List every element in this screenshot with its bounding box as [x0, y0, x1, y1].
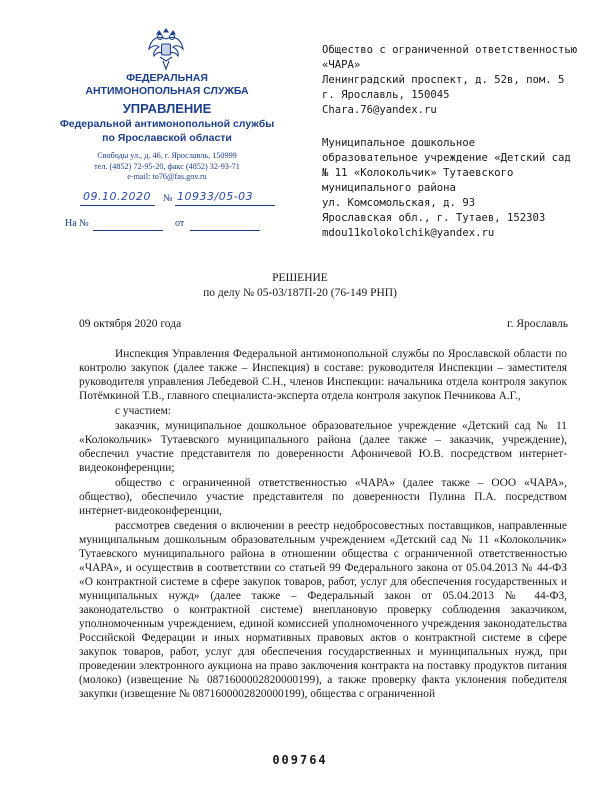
decision-city: г. Ярославль — [507, 318, 568, 330]
outgoing-date: 09.10.2020 — [83, 190, 151, 203]
sender-block — [40, 72, 294, 183]
reference-from-label: от — [175, 218, 185, 229]
agency-address: Свободы ул., д. 46, г. Ярославль, 150999 — [97, 151, 237, 160]
reference-block — [55, 216, 295, 238]
body-paragraph: общество с ограниченной ответственностью «ЧАРА» (далее также – ООО «ЧАРА», общество), обеспечило участие представителя по доверенности Пулина П.А. посредством интернет-видеоконференции, — [79, 477, 567, 517]
document-title: РЕШЕНИЕ — [272, 272, 328, 284]
agency-department-line3: по Ярославской области — [102, 132, 232, 144]
reference-label: На № — [65, 218, 89, 229]
recipient-line: г. Ярославль, 150045 — [322, 89, 450, 101]
body-paragraph: Инспекция Управления Федеральной антимонопольной службы по Ярославской области по контролю закупок (далее также – Инспекция) в составе: руководителя Инспекции – заместителя руководителя управления Лебедевой С.Н., членов Инспекции: начальника отдела контроля закупок Потёмкиной Т.В., главного специалиста-эксперта отдела контроля закупок Печникова А.Г., — [79, 348, 567, 402]
recipient-line: муниципального района — [322, 182, 456, 194]
document-body — [79, 347, 567, 701]
recipient-email: Chara.76@yandex.ru — [322, 104, 437, 116]
agency-phone: тел. (4852) 72-95-20, факс (4852) 32-93-71 — [94, 161, 240, 171]
recipient-2 — [322, 136, 592, 241]
recipient-line: Муниципальное дошкольное — [322, 137, 476, 149]
recipient-line: образовательное учреждение «Детский сад — [322, 152, 571, 164]
reference-from-underline — [190, 230, 260, 231]
recipient-line: № 11 «Колокольчик» Тутаевского — [322, 167, 514, 179]
recipient-line: Общество с ограниченной ответственностью — [322, 44, 578, 56]
agency-department-line2: Федеральной антимонопольной службы — [59, 118, 275, 130]
agency-email: e-mail: to76@fas.gov.ru — [127, 172, 207, 181]
recipient-1 — [322, 43, 592, 118]
serial-number: 009764 — [272, 753, 328, 767]
reference-underline — [93, 230, 163, 231]
date-underline — [80, 205, 155, 206]
agency-name-line2: АНТИМОНОПОЛЬНАЯ СЛУЖБА — [85, 85, 249, 97]
number-label: № — [163, 193, 173, 204]
body-paragraph: заказчик, муниципальное дошкольное образовательное учреждение «Детский сад № 11 «Колокольчик» Тутаевского муниципального района (далее также – заказчик, учреждение), обеспечил участие представителя по доверенности Афоничевой Ю.В. посредством интернет-видеоконференции; — [79, 420, 567, 474]
recipient-line: «ЧАРА» — [322, 59, 361, 71]
recipient-line: ул. Комсомольская, д. 93 — [322, 197, 476, 209]
russian-eagle-emblem-icon — [147, 25, 185, 71]
document-subtitle: по делу № 05-03/187П-20 (76-149 РНП) — [203, 287, 397, 299]
recipient-line: Ленинградский проспект, д. 52в, пом. 5 — [322, 74, 565, 86]
body-paragraph: с участием: — [115, 405, 171, 417]
recipient-email: mdou11kolokolchik@yandex.ru — [322, 227, 495, 239]
decision-date: 09 октября 2020 года — [79, 318, 182, 330]
recipient-line: Ярославская обл., г. Тутаев, 152303 — [322, 212, 546, 224]
number-underline — [175, 205, 275, 206]
body-paragraph: рассмотрев сведения о включении в реестр недобросовестных поставщиков, направленные муниципальным дошкольным образовательным учреждением «Детский сад № 11 «Колокольчик» Тутаевского муниципального района в отношении общества с ограниченной ответственностью «ЧАРА», и осуществив в соответствии со статьей 99 Федерального закона от 05.04.2013 № 44-ФЗ «О контрактной системе в сфере закупок товаров, работ, услуг для обеспечения государственных и муниципальных нужд» (далее также – Федеральный закон от 05.04.2013 № 44-ФЗ, законодательство о контрактной системе) внеплановую проверку соблюдения заказчиком, уполномоченным учреждением, единой комиссией уполномоченного учреждения законодательства Российской Федерации и иных нормативных правовых актов о контрактной системе в сфере закупок товаров, работ, услуг для обеспечения государственных и муниципальных нужд, при проведении электронного аукциона на право заключения контракта на поставку продуктов питания (молоко) (извещение № 0871600002820000199), а также проверку факта уклонения победителя закупки (извещение № 0871600002820000199), общества с ограниченной — [79, 520, 567, 700]
agency-department: УПРАВЛЕНИЕ — [122, 101, 212, 116]
document-title-block — [0, 271, 600, 301]
agency-name-line1: ФЕДЕРАЛЬНАЯ — [126, 72, 208, 84]
outgoing-number-block — [55, 188, 295, 210]
outgoing-number: 10933/05-03 — [177, 190, 254, 203]
